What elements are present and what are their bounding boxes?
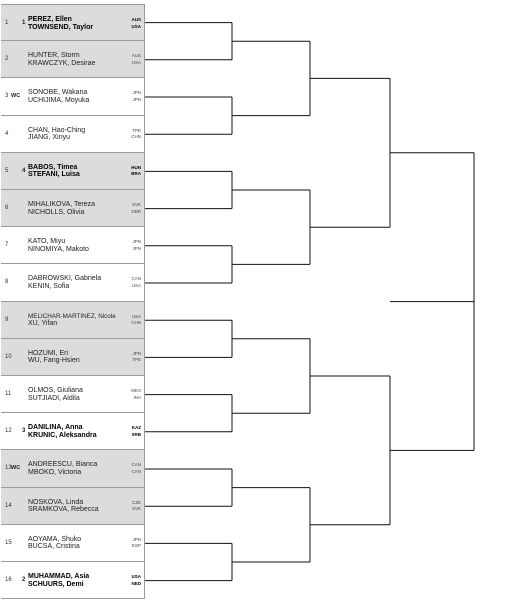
- nationality-code: CZE: [132, 499, 141, 505]
- player-name: TOWNSEND, Taylor: [28, 23, 94, 31]
- seed-number: 1: [22, 20, 26, 26]
- draw-position: 9: [5, 316, 9, 323]
- player-name: AOYAMA, Shuko: [28, 535, 82, 543]
- player-name: MELICHAR-MARTINEZ, Nicole: [28, 312, 116, 320]
- player-name: PEREZ, Ellen: [28, 16, 72, 23]
- nationality-code: NED: [131, 580, 141, 586]
- player-name: KRAWCZYK, Desirae: [28, 59, 96, 67]
- draw-position: 1: [5, 20, 9, 26]
- draw-slot: [1, 376, 145, 413]
- player-name: OLMOS, Giuliana: [28, 387, 83, 394]
- player-name: WU, Fang-Hsien: [28, 357, 80, 365]
- player-name: NICHOLLS, Olivia: [28, 208, 85, 216]
- draw-position: 4: [5, 130, 9, 137]
- draw-position: 16: [5, 577, 12, 583]
- draw-position: 2: [5, 56, 9, 63]
- nationality-code: SRB: [131, 431, 141, 437]
- draw-slot: [1, 302, 145, 339]
- nationality-code: CAN: [131, 468, 141, 474]
- player-name: JIANG, Xinyu: [28, 134, 71, 142]
- draw-position: 6: [5, 205, 9, 211]
- nationality-code: CHN: [131, 320, 141, 326]
- player-name: MBOKO, Victoria: [28, 468, 82, 476]
- nationality-code: GBR: [131, 208, 141, 214]
- player-name: HOZUMI, Eri: [28, 349, 69, 357]
- player-name: SONOBE, Wakana: [28, 89, 88, 97]
- nationality-code: TPE: [132, 357, 141, 363]
- player-name: CHAN, Hao-Ching: [28, 126, 86, 134]
- draw-slot: [1, 525, 145, 562]
- draw-slot: [1, 339, 145, 376]
- player-name: STEFANI, Luisa: [28, 171, 80, 179]
- draw-slot: [1, 227, 145, 264]
- nationality-code: KAZ: [131, 425, 141, 431]
- nationality-code: JPN: [132, 90, 141, 96]
- draw-slot: [1, 413, 145, 450]
- nationality-code: JPN: [132, 350, 141, 356]
- seed-number: 3: [22, 428, 26, 435]
- seed-number: 2: [22, 577, 26, 583]
- nationality-code: ESP: [131, 543, 141, 549]
- player-name: NOSKOVA, Linda: [28, 498, 84, 506]
- player-name: SUTJIADI, Aldila: [28, 394, 80, 402]
- nationality-code: JPN: [132, 96, 141, 102]
- nationality-code: CAN: [131, 462, 141, 468]
- nationality-code: HUN: [131, 164, 141, 170]
- draw-slot: [1, 116, 145, 153]
- draw-slot: [1, 488, 145, 525]
- nationality-code: USA: [131, 574, 141, 579]
- draw-slot: [1, 450, 145, 487]
- nationality-code: MEX: [131, 388, 141, 393]
- entry-status: WC: [11, 465, 21, 472]
- player-name: SRAMKOVA, Rebecca: [28, 506, 99, 514]
- nationality-code: AUS: [131, 53, 141, 59]
- nationality-code: USA: [131, 59, 141, 65]
- nationality-code: TPE: [132, 127, 141, 133]
- draw-slot: [1, 190, 145, 227]
- player-name: KENIN, Sofia: [28, 282, 70, 290]
- player-name: SCHUURS, Demi: [28, 580, 84, 588]
- draw-position: 15: [5, 539, 12, 546]
- nationality-code: SVK: [131, 202, 141, 207]
- draw-position: 8: [5, 279, 9, 286]
- player-name: XU, Yifan: [28, 320, 58, 328]
- draw-slot: [1, 4, 145, 41]
- player-name: DANILINA, Anna: [28, 424, 83, 432]
- nationality-code: JPN: [132, 245, 141, 251]
- nationality-code: INA: [133, 394, 141, 400]
- draw-position: 14: [5, 502, 12, 509]
- draw-slot: [1, 562, 145, 599]
- nationality-code: CHN: [131, 134, 141, 140]
- draw-slot: [1, 41, 145, 78]
- player-name: KRUNIC, Aleksandra: [28, 431, 97, 439]
- nationality-code: BRA: [131, 171, 141, 177]
- seed-number: 4: [22, 167, 26, 174]
- player-name: MIHALIKOVA, Tereza: [28, 201, 96, 208]
- draw-position: 11: [5, 391, 12, 397]
- draw-position: 5: [5, 167, 9, 174]
- player-name: BABOS, Timea: [28, 163, 78, 171]
- nationality-code: AUS: [131, 17, 141, 22]
- nationality-code: USA: [131, 282, 141, 288]
- entry-status: WC: [11, 93, 21, 100]
- nationality-code: JPN: [132, 239, 141, 245]
- nationality-code: JPN: [132, 536, 141, 542]
- draw-position: 10: [5, 353, 12, 360]
- nationality-code: CAN: [131, 276, 141, 282]
- draw-slot: [1, 153, 145, 190]
- player-name: NINOMIYA, Makoto: [28, 245, 89, 253]
- nationality-code: USA: [131, 23, 141, 29]
- player-name: KATO, Miyu: [28, 238, 66, 246]
- draw-slot: [1, 78, 145, 115]
- player-name: MUHAMMAD, Asia: [28, 573, 90, 580]
- draw-slot: [1, 264, 145, 301]
- draw-position: 12: [5, 428, 12, 435]
- nationality-code: USA: [131, 313, 141, 319]
- draw-position: 13: [5, 465, 12, 472]
- nationality-code: SVK: [131, 506, 141, 512]
- player-name: DABROWSKI, Gabriela: [28, 275, 102, 283]
- draw-position: 3: [5, 93, 9, 100]
- player-name: UCHIJIMA, Moyuka: [28, 96, 90, 104]
- player-name: BUCSA, Cristina: [28, 543, 80, 551]
- player-name: HUNTER, Storm: [28, 52, 80, 60]
- draw-position: 7: [5, 242, 9, 249]
- player-name: ANDREESCU, Bianca: [28, 461, 98, 469]
